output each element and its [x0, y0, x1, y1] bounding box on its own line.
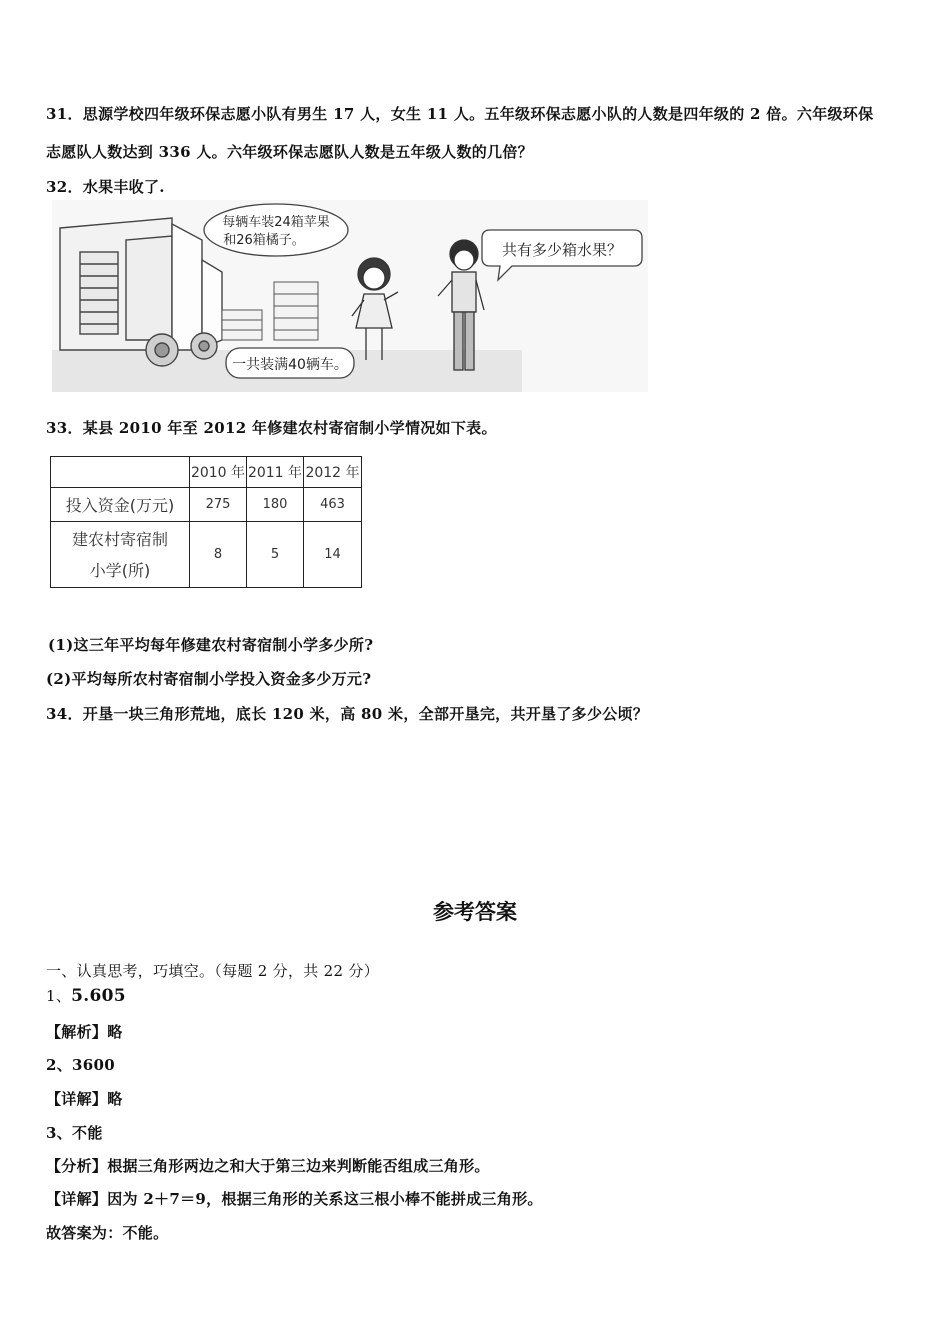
table-row-label-schools — [51, 522, 190, 588]
answer-3: 3、不能 — [46, 1124, 103, 1142]
table-cell-funding-2010: 275 — [190, 488, 247, 522]
bubble-bottom-text: 一共装满40辆车。 — [232, 357, 348, 373]
school-construction-table — [50, 456, 362, 588]
answers-title: 参考答案 — [433, 899, 517, 924]
answer-2-note: 【详解】略 — [46, 1090, 123, 1108]
table-cell-funding-2012: 463 — [304, 488, 362, 522]
truck-graphic — [60, 218, 222, 366]
answer-1-note: 【解析】略 — [46, 1023, 123, 1041]
table-cell-schools-2010: 8 — [190, 522, 247, 588]
answer-1-value: 5.605 — [71, 986, 126, 1006]
answer-3-detail: 【详解】因为 2＋7＝9，根据三角形的关系这三根小棒不能拼成三角形。 — [46, 1190, 543, 1208]
question-33-sub-2: (2)平均每所农村寄宿制小学投入资金多少万元? — [46, 670, 372, 688]
table-header-2012: 2012 年 — [304, 457, 362, 488]
table-header-2010: 2010 年 — [190, 457, 247, 488]
bubble-boy-text: 共有多少箱水果？ — [501, 241, 623, 259]
question-31-line-2: 志愿队人数达到 336 人。六年级环保志愿队人数是五年级人数的几倍？ — [46, 143, 533, 161]
fruit-harvest-illustration — [52, 200, 648, 392]
table-row-label-schools-line-2: 小学(所) — [89, 560, 151, 580]
question-33-sub-1: (1)这三年平均每年修建农村寄宿制小学多少所? — [48, 636, 374, 654]
table-corner-cell — [51, 457, 190, 488]
table-cell-schools-2011: 5 — [247, 522, 304, 588]
answer-2: 2、3600 — [46, 1056, 115, 1074]
speech-bubble-bottom — [226, 348, 354, 378]
question-33-text: 33．某县 2010 年至 2012 年修建农村寄宿制小学情况如下表。 — [46, 419, 497, 437]
question-31-line-1: 31．思源学校四年级环保志愿小队有男生 17 人，女生 11 人。五年级环保志愿小队的人数是四年级的 2 倍。六年级环保 — [46, 105, 874, 123]
bubble-truck-line-1: 每辆车装24箱苹果 — [222, 215, 330, 230]
table-cell-funding-2011: 180 — [247, 488, 304, 522]
answer-3-conclusion: 故答案为：不能。 — [46, 1224, 169, 1242]
answers-section-1-heading: 一、认真思考，巧填空。（每题 2 分，共 22 分） — [46, 962, 380, 980]
bubble-truck-line-2: 和26箱橘子。 — [223, 233, 305, 248]
question-34-text: 34．开垦一块三角形荒地，底长 120 米，高 80 米，全部开垦完，共开垦了多少公顷？ — [46, 705, 649, 723]
answer-1-number: 1、 — [46, 987, 72, 1005]
table-header-2011: 2011 年 — [247, 457, 304, 488]
question-32-text: 32．水果丰收了. — [46, 178, 165, 196]
speech-bubble-truck — [204, 204, 348, 256]
table-row-label-funding: 投入资金(万元) — [51, 488, 190, 522]
answer-1 — [46, 985, 126, 1006]
table-row-label-schools-line-1: 建农村寄宿制 — [71, 529, 168, 549]
table-cell-schools-2012: 14 — [304, 522, 362, 588]
answer-3-analysis: 【分析】根据三角形两边之和大于第三边来判断能否组成三角形。 — [46, 1157, 490, 1175]
